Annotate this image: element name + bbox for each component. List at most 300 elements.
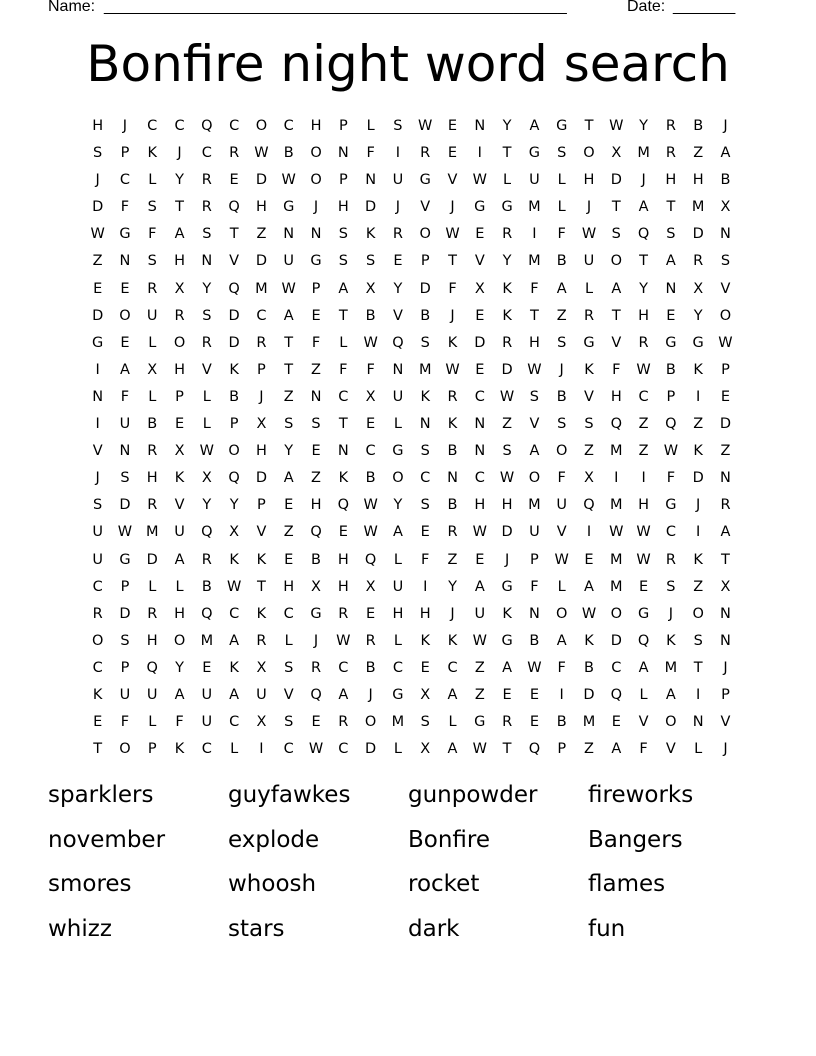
grid-letter: D [583, 686, 595, 703]
grid-letter: A [229, 632, 240, 649]
grid-letter: F [639, 741, 648, 758]
grid-letter: E [584, 551, 594, 568]
grid-letter: D [255, 470, 268, 487]
grid-letter: S [666, 226, 676, 243]
grid-letter: H [583, 172, 595, 189]
grid-letter: M [528, 253, 541, 270]
word-list-item: whizz [48, 915, 112, 942]
grid-letter: H [310, 497, 322, 514]
grid-letter: Y [502, 118, 512, 134]
grid-letter: C [147, 118, 158, 134]
grid-letter: C [338, 659, 349, 676]
word-list-item: smores [48, 871, 132, 897]
grid-letter: O [119, 741, 131, 758]
grid-letter: N [310, 226, 322, 243]
grid-letter: W [418, 118, 433, 134]
grid-letter: A [474, 578, 485, 595]
grid-letter: D [92, 199, 104, 216]
grid-letter: G [474, 714, 486, 731]
grid-letter: J [450, 605, 455, 622]
grid-letter: U [201, 686, 213, 703]
grid-letter: W [472, 741, 487, 758]
grid-letter: L [284, 632, 293, 649]
grid-letter: B [529, 632, 540, 649]
grid-letter: A [720, 145, 731, 162]
grid-letter: Y [202, 497, 212, 514]
word-list-item: explode [228, 826, 320, 853]
grid-letter: Y [175, 659, 184, 676]
word-list-item: rocket [408, 871, 480, 897]
grid-letter: C [201, 145, 212, 162]
grid-letter: U [256, 686, 267, 703]
grid-letter: K [502, 280, 512, 297]
grid-letter: F [557, 659, 566, 676]
grid-letter: D [474, 334, 486, 351]
grid-letter: H [174, 605, 185, 622]
grid-letter: W [499, 388, 515, 405]
grid-letter: H [638, 497, 650, 514]
grid-letter: L [557, 578, 566, 595]
grid-letter: R [502, 334, 513, 351]
grid-letter: R [720, 497, 731, 514]
grid-letter: W [609, 524, 624, 541]
word-list-item: flames [588, 871, 666, 897]
grid-letter: O [119, 307, 131, 324]
grid-letter: V [256, 524, 267, 541]
grid-letter: P [557, 741, 567, 758]
date-blank-line: _______ [673, 0, 736, 15]
grid-letter: H [665, 172, 677, 189]
grid-letter: E [611, 714, 621, 731]
grid-letter: T [502, 741, 512, 758]
grid-letter: Z [584, 741, 594, 758]
grid-letter: J [696, 497, 701, 514]
grid-letter: U [392, 388, 404, 405]
grid-letter: A [529, 118, 540, 134]
grid-letter: B [556, 714, 567, 731]
grid-letter: Q [228, 280, 240, 297]
grid-letter: V [611, 334, 622, 351]
grid-letter: R [174, 307, 185, 324]
grid-letter: C [638, 388, 649, 405]
grid-letter: R [420, 145, 431, 162]
grid-letter: O [392, 470, 404, 487]
grid-letter: E [284, 551, 294, 568]
grid-letter: N [201, 253, 213, 270]
grid-letter: V [720, 280, 731, 297]
grid-letter: A [611, 741, 622, 758]
grid-letter: Q [228, 470, 240, 487]
grid-letter: W [281, 172, 296, 189]
word-list-item: gunpowder [408, 782, 538, 808]
grid-letter: U [201, 714, 213, 731]
grid-letter: U [119, 686, 131, 703]
grid-letter: P [175, 388, 184, 405]
grid-letter: S [502, 443, 512, 460]
grid-letter: D [146, 551, 158, 568]
grid-letter: B [665, 361, 676, 378]
grid-letter: X [311, 578, 321, 595]
grid-letter: B [556, 388, 567, 405]
grid-letter: D [255, 253, 268, 270]
grid-letter: J [122, 118, 128, 134]
grid-letter: E [447, 118, 458, 134]
grid-letter: D [365, 741, 377, 758]
grid-letter: Z [447, 551, 458, 568]
grid-letter: L [148, 578, 157, 595]
grid-letter: T [693, 659, 703, 676]
word-list-item: dark [408, 915, 460, 942]
grid-letter: R [502, 714, 513, 731]
grid-letter: E [311, 714, 321, 731]
grid-letter: H [392, 605, 404, 622]
grid-letter: G [501, 199, 513, 216]
grid-letter: Q [228, 199, 240, 216]
grid-letter: U [583, 253, 595, 270]
grid-letter: X [365, 578, 376, 595]
grid-letter: Q [610, 686, 622, 703]
grid-letter: L [584, 280, 594, 297]
grid-letter: J [177, 145, 182, 162]
grid-letter: L [694, 741, 703, 758]
grid-letter: B [365, 307, 376, 324]
grid-letter: E [120, 280, 130, 297]
grid-letter: E [666, 307, 676, 324]
grid-letter: X [256, 714, 267, 731]
grid-letter: O [528, 470, 541, 487]
grid-letter: Y [448, 578, 457, 595]
grid-letter: I [614, 470, 619, 487]
grid-letter: Q [583, 497, 595, 514]
grid-letter: W [363, 334, 378, 351]
grid-letter: U [529, 524, 540, 541]
grid-letter: R [256, 632, 267, 649]
word-list-item: sparklers [48, 782, 154, 808]
grid-letter: W [308, 741, 324, 758]
grid-letter: A [119, 361, 130, 378]
grid-letter: T [338, 416, 348, 433]
grid-letter: L [393, 632, 402, 649]
grid-letter: X [174, 443, 185, 460]
grid-letter: O [610, 605, 622, 622]
grid-letter: A [338, 280, 349, 297]
grid-letter: K [338, 470, 349, 487]
grid-letter: V [638, 714, 649, 731]
grid-letter: C [474, 388, 485, 405]
grid-letter: U [283, 253, 295, 270]
grid-letter: H [528, 334, 540, 351]
grid-letter: P [338, 172, 348, 189]
grid-letter: L [339, 334, 348, 351]
grid-letter: N [119, 253, 131, 270]
grid-letter: L [148, 172, 157, 189]
grid-letter: N [720, 470, 731, 487]
grid-letter: S [693, 632, 703, 649]
grid-letter: D [119, 497, 131, 514]
grid-letter: P [721, 686, 730, 703]
grid-letter: D [255, 172, 268, 189]
grid-letter: G [474, 199, 486, 216]
grid-letter: O [719, 307, 732, 324]
grid-letter: T [229, 226, 239, 243]
grid-letter: F [120, 714, 130, 731]
grid-letter: H [610, 388, 622, 405]
grid-letter: W [90, 226, 105, 243]
grid-letter: J [450, 199, 455, 216]
grid-letter: V [584, 388, 594, 405]
grid-letter: C [474, 470, 485, 487]
grid-letter: H [146, 470, 158, 487]
grid-letter: K [420, 388, 430, 405]
grid-letter: L [230, 741, 239, 758]
grid-letter: A [502, 659, 513, 676]
grid-letter: R [365, 632, 376, 649]
grid-letter: E [420, 659, 430, 676]
grid-letter: F [530, 578, 539, 595]
grid-letter: F [311, 334, 321, 351]
grid-letter: F [530, 280, 539, 297]
grid-letter: M [664, 659, 678, 676]
grid-letter: B [229, 388, 240, 405]
grid-letter: N [119, 443, 131, 460]
grid-letter: A [556, 280, 567, 297]
grid-letter: P [120, 659, 130, 676]
grid-letter: Y [639, 280, 649, 297]
word-list-item: fun [588, 915, 626, 942]
grid-letter: W [254, 145, 269, 162]
grid-letter: N [419, 416, 431, 433]
grid-letter: Z [474, 659, 485, 676]
grid-letter: W [226, 578, 242, 595]
grid-letter: O [555, 605, 568, 622]
grid-letter: M [200, 632, 214, 649]
grid-letter: A [638, 659, 649, 676]
grid-letter: H [92, 118, 104, 134]
grid-letter: E [229, 172, 239, 189]
grid-letter: C [420, 470, 431, 487]
grid-letter: Y [229, 497, 239, 514]
grid-letter: R [338, 605, 349, 622]
grid-letter: A [638, 199, 649, 216]
grid-letter: V [392, 307, 403, 324]
grid-letter: L [175, 578, 184, 595]
grid-letter: O [692, 605, 704, 622]
grid-letter: H [638, 307, 650, 324]
grid-letter: T [584, 118, 594, 134]
grid-letter: J [586, 199, 592, 216]
grid-letter: R [392, 226, 403, 243]
grid-letter: I [259, 741, 264, 758]
grid-letter: I [559, 686, 564, 703]
grid-letter: W [663, 443, 679, 460]
grid-letter: P [147, 741, 157, 758]
grid-letter: I [395, 145, 401, 162]
grid-letter: E [475, 226, 485, 243]
grid-letter: B [283, 145, 294, 162]
grid-letter: K [693, 551, 703, 568]
grid-letter: R [310, 659, 322, 676]
grid-letter: Q [637, 632, 650, 649]
grid-letter: J [559, 361, 564, 378]
grid-letter: K [92, 686, 103, 703]
grid-letter: Z [502, 416, 513, 433]
grid-letter: H [419, 605, 431, 622]
grid-letter: K [666, 632, 676, 649]
grid-letter: E [475, 361, 485, 378]
grid-letter: T [611, 307, 621, 324]
grid-letter: S [93, 145, 103, 162]
grid-letter: F [148, 226, 157, 243]
grid-letter: J [395, 199, 401, 216]
grid-letter: H [283, 578, 295, 595]
grid-letter: Z [474, 686, 485, 703]
grid-letter: R [147, 605, 158, 622]
grid-letter: R [665, 118, 676, 134]
grid-letter: M [145, 524, 159, 541]
grid-letter: S [202, 226, 212, 243]
grid-letter: E [366, 605, 376, 622]
grid-letter: E [174, 416, 185, 433]
grid-letter: Z [693, 578, 704, 595]
grid-letter: V [283, 686, 294, 703]
grid-letter: C [283, 741, 294, 758]
grid-letter: T [284, 361, 294, 378]
grid-letter: Q [201, 524, 213, 541]
grid-letter: W [636, 524, 651, 541]
grid-letter: X [720, 578, 731, 595]
grid-letter: Q [310, 524, 322, 541]
grid-letter: H [255, 443, 267, 460]
grid-letter: D [692, 470, 704, 487]
grid-letter: U [92, 524, 103, 541]
grid-letter: M [528, 497, 541, 514]
grid-letter: K [584, 361, 594, 378]
grid-letter: R [147, 443, 158, 460]
grid-letter: S [420, 334, 430, 351]
date-label: Date: [627, 0, 666, 15]
grid-letter: C [256, 307, 267, 324]
grid-letter: X [365, 388, 376, 405]
grid-letter: K [365, 226, 376, 243]
grid-letter: C [92, 659, 103, 676]
grid-letter: C [392, 659, 403, 676]
grid-letter: C [92, 578, 103, 595]
grid-letter: Q [364, 551, 377, 568]
grid-letter: W [281, 280, 296, 297]
grid-letter: E [529, 714, 539, 731]
grid-letter: A [665, 686, 676, 703]
grid-letter: E [93, 280, 103, 297]
grid-letter: A [556, 632, 567, 649]
word-list-item: fireworks [588, 782, 694, 808]
grid-letter: P [257, 497, 266, 514]
grid-letter: Q [337, 497, 350, 514]
grid-letter: P [229, 416, 239, 433]
grid-letter: B [447, 497, 458, 514]
grid-letter: S [666, 578, 676, 595]
grid-letter: W [636, 361, 651, 378]
grid-letter: L [393, 741, 402, 758]
grid-letter: L [393, 551, 402, 568]
grid-letter: W [499, 470, 515, 487]
grid-letter: R [201, 551, 212, 568]
grid-letter: R [665, 551, 676, 568]
grid-letter: G [556, 118, 568, 134]
grid-letter: G [665, 334, 677, 351]
grid-letter: P [257, 361, 266, 378]
grid-letter: Y [693, 307, 703, 324]
grid-letter: G [392, 443, 404, 460]
grid-letter: W [581, 605, 597, 622]
grid-letter: O [610, 253, 622, 270]
grid-letter: K [584, 632, 594, 649]
word-list-item: whoosh [228, 871, 317, 897]
grid-letter: W [527, 361, 542, 378]
grid-letter: U [174, 524, 185, 541]
grid-letter: P [666, 388, 676, 405]
grid-letter: W [336, 632, 351, 649]
grid-letter: P [311, 280, 321, 297]
grid-letter: Z [283, 524, 294, 541]
grid-letter: G [501, 632, 513, 649]
grid-letter: J [368, 686, 373, 703]
grid-letter: D [419, 280, 431, 297]
grid-letter: K [447, 334, 458, 351]
grid-letter: W [445, 226, 460, 243]
grid-letter: G [665, 497, 677, 514]
grid-letter: J [723, 741, 728, 758]
grid-letter: S [93, 497, 103, 514]
grid-letter: B [420, 307, 431, 324]
grid-letter: N [447, 470, 458, 487]
grid-letter: G [528, 145, 541, 162]
grid-letter: C [229, 118, 240, 134]
grid-letter: V [229, 253, 240, 270]
grid-letter: S [557, 416, 567, 433]
grid-letter: R [638, 334, 649, 351]
grid-letter: Y [393, 497, 403, 514]
grid-letter: A [392, 524, 403, 541]
grid-letter: W [718, 334, 733, 351]
grid-letter: P [120, 145, 130, 162]
grid-letter: R [256, 334, 267, 351]
grid-letter: F [366, 145, 375, 162]
grid-letter: S [120, 470, 130, 487]
grid-letter: J [504, 551, 510, 568]
grid-letter: B [693, 118, 704, 134]
grid-letter: S [557, 145, 567, 162]
grid-letter: M [582, 714, 596, 731]
grid-letter: D [610, 632, 622, 649]
grid-letter: B [584, 659, 594, 676]
grid-letter: H [337, 578, 349, 595]
grid-letter: F [666, 470, 676, 487]
grid-letter: F [339, 361, 348, 378]
grid-letter: Z [311, 361, 321, 378]
grid-letter: X [174, 280, 185, 297]
grid-letter: E [393, 253, 403, 270]
grid-letter: U [392, 578, 404, 595]
grid-letter: A [229, 686, 240, 703]
grid-letter: X [229, 524, 240, 541]
grid-letter: S [284, 714, 294, 731]
grid-letter: O [665, 714, 677, 731]
grid-letter: O [173, 632, 186, 649]
grid-letter: S [311, 416, 321, 433]
grid-letter: T [639, 253, 649, 270]
grid-letter: W [527, 659, 542, 676]
grid-letter: W [472, 524, 487, 541]
